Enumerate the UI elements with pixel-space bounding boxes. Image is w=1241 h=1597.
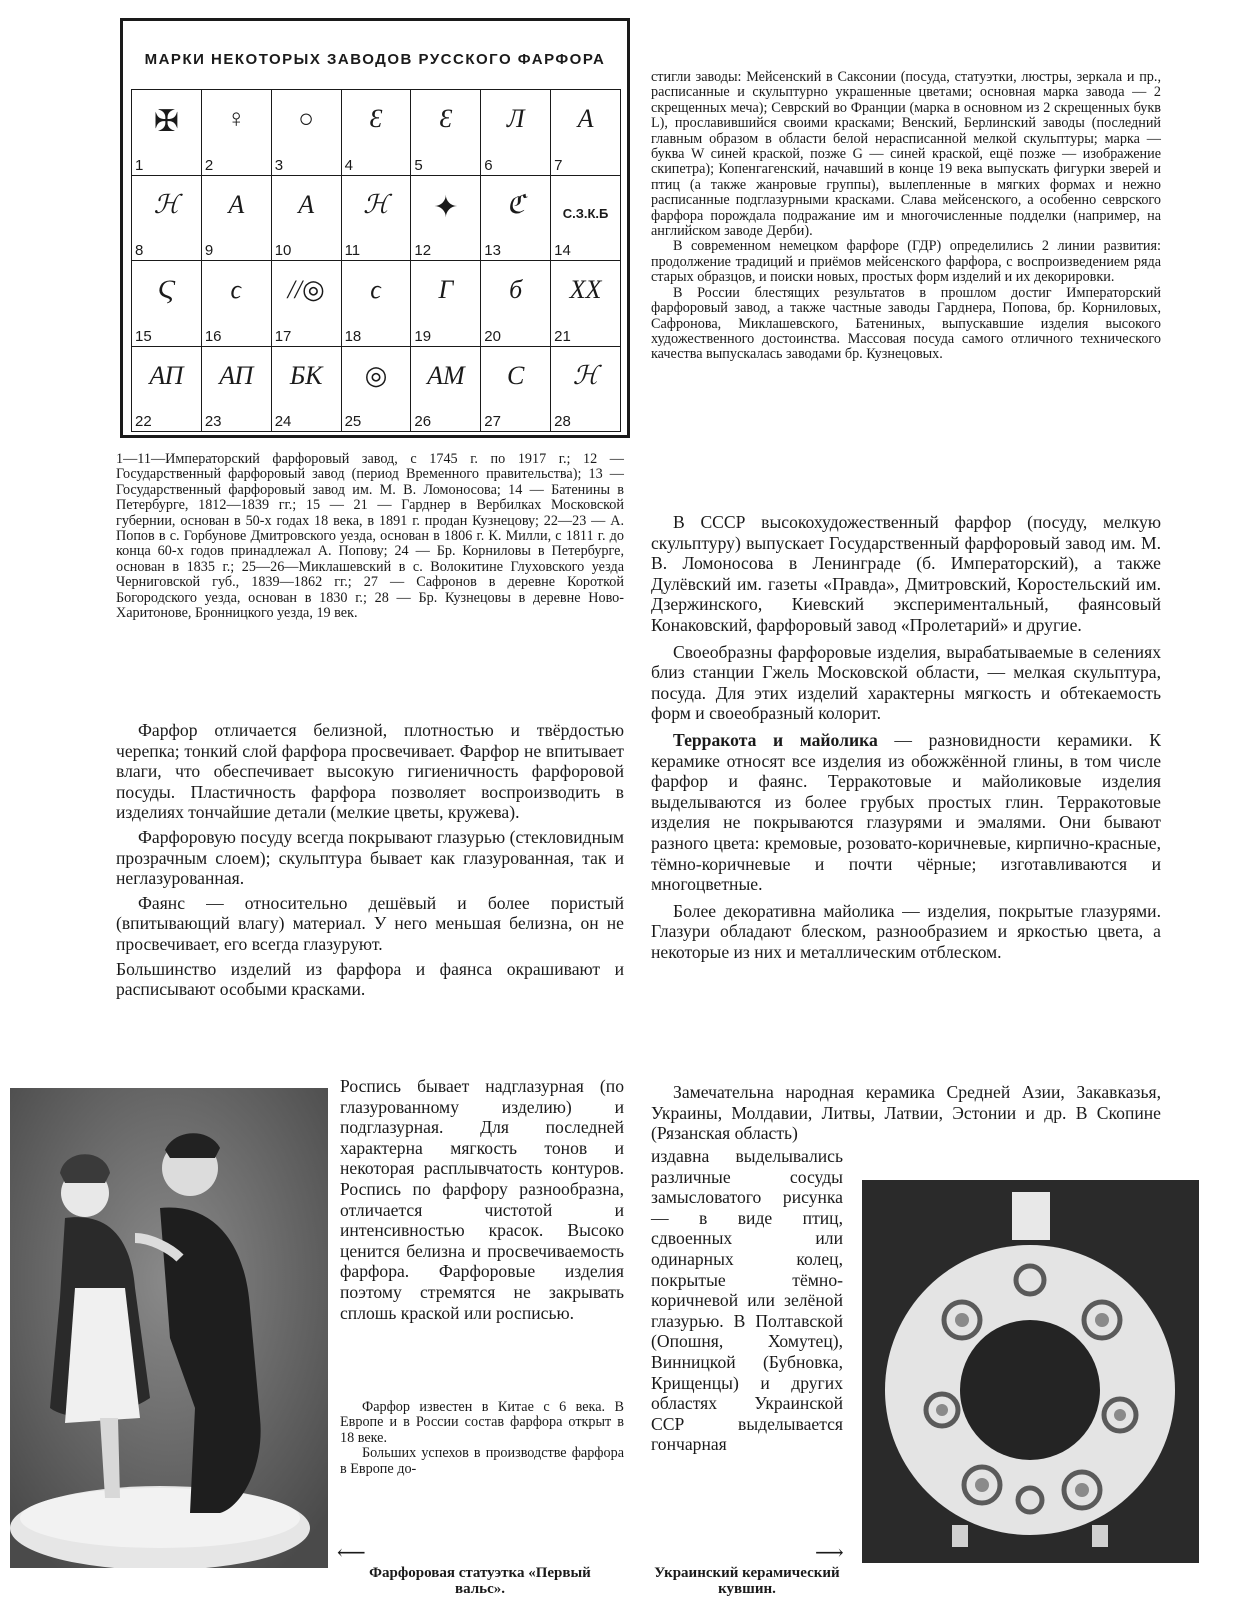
mark-number: 24 (274, 413, 292, 430)
mark-number: 23 (204, 413, 222, 430)
factory-mark: //◎ (287, 275, 325, 304)
paragraph: стигли заводы: Мейсенский в Саксонии (посуда, статуэтки, люстры, зеркала и пр., расписанные и скульптурно украшенные цветами; основная марка завода — 2 скрещенных меча); Севрский во Франции (марка в основном из 2 скрещенных букв L), прославившийся своими красками; Венский, Берлинский заводы (последний главным образом в области белой нерасписанной мелкой скульптуры; марка — буква W синей краской, позже G — синей краской, ещё позже — изображение скипетра); Копенгагенский, начавший в конце 19 века выпускать фигурки зверей и птиц (а также жанровые группы), вылепленные в мягких формах и нежно расписанные подглазурными красками. Слава мейсенского, а особенно севрского фарфора порождала подражание им и многочисленные подделки (например, на английском заводе Дерби). (651, 69, 1161, 240)
right-column-main (651, 512, 1161, 962)
paragraph: Фарфор отличается белизной, плотностью и твёрдостью черепка; тонкий слой фарфора просвечивает. Фарфор не впитывает влаги, что обеспечивает высокую гигиеничность фарфоровой посуды. Пластичность фарфора позволяет воспроизводить в изделиях тончайшие детали (мелкие цветы, кружева). (116, 720, 624, 823)
factory-mark: ♀ (226, 104, 247, 133)
arrow-right-icon: ⟶ (815, 1542, 844, 1564)
mark-number: 3 (274, 156, 284, 174)
mark-number: 6 (484, 156, 493, 174)
paragraph: Больших успехов в производстве фарфора в Европе до- (340, 1445, 624, 1477)
mark-number: 4 (344, 156, 353, 174)
jug-caption: Украинский керамический кувшин. (654, 1565, 840, 1597)
mark-number: 13 (484, 242, 501, 259)
mark-number: 15 (135, 327, 152, 345)
factory-mark: Г (438, 275, 454, 304)
paragraph: Замечательна народная керамика Средней Азии, Закавказья, Украины, Молдавии, Литвы, Латвии, Эстонии и др. В Скопине (Рязанская область) (651, 1082, 1161, 1144)
paragraph-text: — разновидности керамики. К керамике относят все изделия из обожжённой глины, в том числе фарфор и фаянс. Терракотовые и майоликовые изделия выделываются из более грубых простых глин. Терракотовые изделия не покрываются глазурями и эмалями. Они бывают разного цвета: кремовые, розовато-коричневые, кирпично-красные, тёмно-коричневые и почти чёрные; изготавливаются и многоцветные. (651, 729, 1161, 895)
mark-number: 20 (484, 327, 501, 345)
paragraph: Фаянс — относительно дешёвый и более пористый (впитывающий влагу) материал. У него меньшая белизна, он не просвечивает, его всегда глазуруют. (116, 892, 624, 954)
mark-cell (272, 347, 342, 433)
figurine-illustration (10, 1088, 328, 1568)
mark-cell (551, 90, 621, 176)
mark-cell (411, 176, 481, 262)
factory-mark: A (577, 104, 594, 133)
right-column-top (651, 70, 1161, 363)
porcelain-figurine-photo (10, 1088, 328, 1568)
factory-mark: A (228, 189, 245, 219)
factory-mark: ℭ (506, 189, 525, 219)
factory-mark: С (507, 360, 525, 390)
mark-number: 19 (414, 327, 432, 345)
mark-number: 11 (344, 242, 361, 259)
factory-mark: ○ (298, 104, 314, 133)
factory-mark: АМ (427, 360, 465, 390)
factory-mark: Ɛ (439, 104, 453, 133)
factory-mark: Ϛ (157, 275, 176, 304)
factory-mark: АП (219, 360, 254, 390)
mark-number: 17 (274, 327, 292, 345)
mark-number: 1 (135, 156, 144, 174)
left-column-small (340, 1400, 624, 1477)
mark-cell (411, 90, 481, 176)
factory-mark: XX (569, 275, 602, 304)
mark-cell (342, 90, 412, 176)
mark-cell (202, 347, 272, 433)
mark-number: 9 (204, 242, 214, 259)
factory-mark: ◎ (364, 360, 388, 390)
paragraph: Фарфоровую посуду всегда покрывают глазурью (стекловидным прозрачным слоем); скульптура бывает как глазурованная, так и неглазурованная. (116, 826, 624, 889)
mark-cell (481, 347, 551, 433)
mark-number: 2 (204, 156, 214, 174)
paragraph-wrapped: издавна выделывались различные сосуды замысловатого рисунка — в виде птиц, сдвоенных или одинарных колец, покрытые тёмно-коричневой или зелёной глазурью. В Полтавской (Опошня, Хомутец), Винницкой (Бубновка, Крищенцы) и других областях Украинской ССР выделывается гончарная (651, 1146, 843, 1455)
mark-cell (342, 261, 412, 347)
marks-table (120, 18, 630, 438)
factory-mark: Ɛ (369, 104, 383, 133)
factory-mark: ϲ (370, 275, 382, 304)
paragraph-wrapped: Роспись бывает надглазурная (по глазурованному изделию) и подглазурная. Для последней характерна мягкость тонов и некоторая расплывчатость контуров. Роспись по фарфору разнообразна, отличается чистотой и интенсивностью красок. Высоко ценится белизна и просвечиваемость фарфора. Фарфоровые изделия поэтому стремятся не закрывать сплошь краской или росписью. (340, 1076, 624, 1323)
mark-cell (551, 347, 621, 433)
mark-number: 22 (135, 413, 152, 430)
factory-mark: С.З.К.Б (562, 205, 609, 221)
mark-number: 7 (554, 156, 563, 174)
paragraph: Большинство изделий из фарфора и фаянса окрашивают и расписывают особыми красками. (116, 958, 624, 1000)
mark-cell (551, 176, 621, 262)
mark-number: 18 (344, 327, 362, 345)
mark-cell (132, 176, 202, 262)
paragraph: Более декоративна майолика — изделия, покрытые глазурями. Глазури обладают блеском, разнообразием и яркостью цвета, а некоторые из них и металлическим отблеском. (651, 900, 1161, 962)
mark-number: 8 (135, 242, 144, 259)
marks-table-title: МАРКИ НЕКОТОРЫХ ЗАВОДОВ РУССКОГО ФАРФОРА (144, 51, 606, 68)
mark-number: 26 (414, 413, 432, 430)
left-column-main (116, 720, 624, 1000)
mark-number: 10 (274, 242, 292, 259)
mark-cell (481, 90, 551, 176)
mark-number: 16 (204, 327, 222, 345)
mark-cell (342, 176, 412, 262)
factory-mark: ✠ (153, 105, 179, 138)
paragraph: В современном немецком фарфоре (ГДР) определились 2 линии развития: продолжение традиций и приёмов мейсенского фарфора, с воспроизведением ряда старых образцов, и поиски новых, простых форм изделий и их декорировки. (651, 238, 1161, 286)
jug-illustration (862, 1180, 1199, 1563)
mark-number: 21 (554, 327, 571, 345)
mark-cell (272, 90, 342, 176)
mark-cell (272, 261, 342, 347)
factory-mark: ✦ (433, 190, 459, 224)
mark-cell (481, 261, 551, 347)
mark-cell (481, 176, 551, 262)
mark-cell (202, 261, 272, 347)
factory-mark: ℋ (572, 360, 599, 390)
factory-mark: АП (149, 360, 184, 390)
mark-number: 28 (554, 413, 571, 430)
factory-mark: Л (506, 104, 525, 133)
mark-cell (411, 347, 481, 433)
arrow-left-icon: ⟵ (337, 1542, 366, 1564)
marks-caption: 1—11—Императорский фарфоровый завод, с 1745 г. по 1917 г.; 12 — Государственный фарфоровый завод (период Временного правительства); 13 — Государственный фарфоровый завод им. М. В. Ломоносова; 14 — Батенины в Петербурге, 1812—1839 гг.; 15 — 21 — Гарднер в Вербилках Московской губернии, основан в 50-х годах 18 века, в 1891 г. продан Кузнецову; 22—23 — А. Попов в с. Горбунове Дмитровского уезда, основан в 1806 г. К. Милли, с 1811 г. до конца 60-х годов принадлежал А. Попову; 24 — Бр. Корниловы в Петербурге, основан в 1835 г.; 25—26—Миклашевский в с. Волокитине Глуховского уезда Черниговской губ., 1839—1862 гг.; 27 — Сафронов в деревне Короткой Богородского уезда, основан в 1830 г.; 28 — Бр. Кузнецовы в деревне Ново-Харитонове, Бронницкого уезда, 19 век. (116, 451, 624, 622)
mark-number: 5 (414, 156, 423, 174)
heading-inline: Терракота и майолика (673, 729, 878, 750)
figurine-caption: Фарфоровая статуэтка «Первый вальс». (369, 1565, 591, 1597)
mark-cell (202, 176, 272, 262)
factory-mark: ℋ (363, 189, 389, 219)
paragraph: В России блестящих результатов в прошлом достиг Императорский фарфоровый завод, а также частные заводы Гарднера, Попова, бр. Корниловых, Сафронова, Миклашевского, Батениных, выпускавшие изделия высокого художественного достоинства. Массовая посуда самого отличного технического качества выпускалась заводами бр. Кузнецовых. (651, 284, 1161, 363)
mark-cell (342, 347, 412, 433)
factory-mark: БК (289, 360, 323, 390)
mark-cell (202, 90, 272, 176)
factory-mark: ϲ (230, 275, 243, 304)
mark-cell (132, 90, 202, 176)
mark-cell (132, 261, 202, 347)
mark-cell (411, 261, 481, 347)
paragraph: Своеобразны фарфоровые изделия, вырабатываемые в селениях близ станции Гжель Московской области, — мелкая скульптура, посуда. Для этих изделий характерны мягкость и обтекаемость форм и своеобразный колорит. (651, 641, 1161, 724)
mark-number: 14 (554, 242, 571, 259)
paragraph (651, 730, 1161, 895)
factory-mark: A (298, 189, 315, 219)
mark-cell (272, 176, 342, 262)
mark-number: 25 (344, 413, 362, 430)
paragraph: В СССР высокохудожественный фарфор (посуду, мелкую скульптуру) выпускает Государственный фарфоровый завод им. М. В. Ломоносова в Ленинграде (б. Императорский), а также Дулёвский им. газеты «Правда», Дмитровский, Коростельский им. Дзержинского, Киевский экспериментальный, фаянсовый Конаковский, фарфоровый завод «Пролетарий» и другие. (651, 512, 1161, 635)
mark-cell (551, 261, 621, 347)
marks-grid (131, 89, 621, 432)
mark-cell (132, 347, 202, 433)
factory-mark: б (509, 275, 523, 304)
mark-number: 12 (414, 242, 432, 259)
paragraph: Фарфор известен в Китае с 6 века. В Европе и в России состав фарфора открыт в 18 веке. (340, 1399, 624, 1446)
ceramic-jug-photo (862, 1180, 1199, 1563)
mark-number: 27 (484, 413, 501, 430)
factory-mark: ℋ (153, 189, 180, 219)
